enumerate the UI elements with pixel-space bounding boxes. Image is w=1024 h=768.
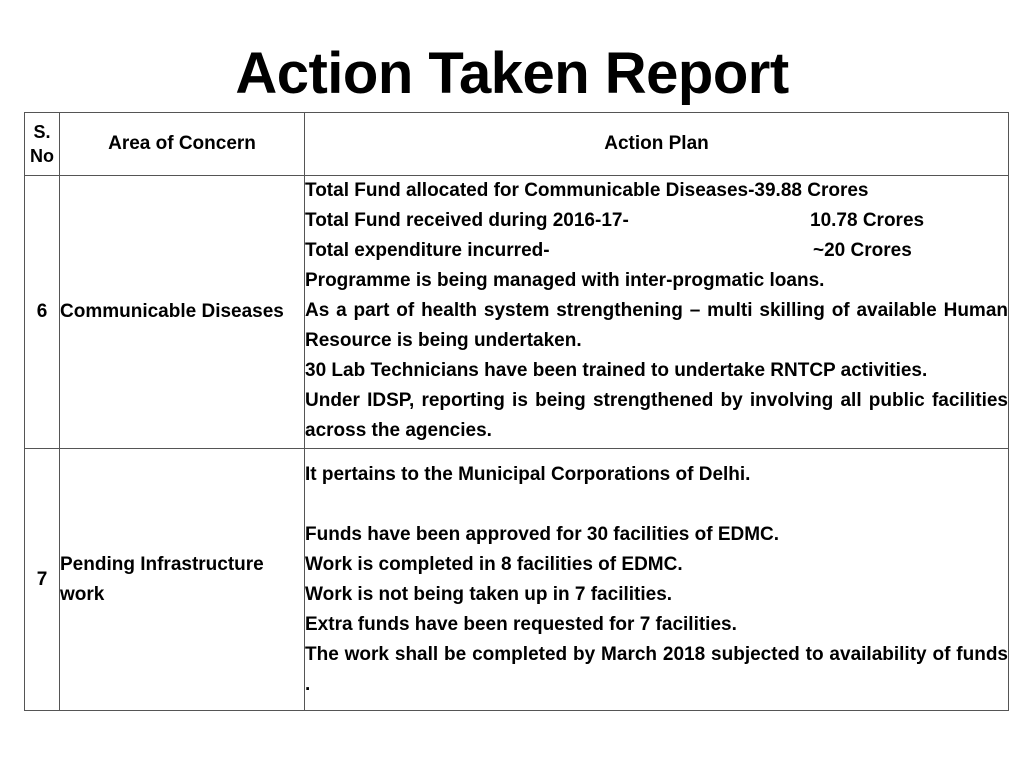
row-sno: 7	[25, 449, 60, 711]
fund-received-label: Total Fund received during 2016-17-	[305, 210, 629, 231]
plan-loans: Programme is being managed with inter-progmatic loans.	[305, 270, 825, 291]
fund-received-value: 10.78 Crores	[810, 210, 925, 231]
plan-extra-funds: Extra funds have been requested for 7 facilities.	[305, 613, 737, 635]
row-area-of-concern: Communicable Diseases	[60, 176, 305, 449]
plan-work-not-taken: Work is not being taken up in 7 facilities.	[305, 583, 673, 605]
row-sno: 6	[25, 176, 60, 449]
plan-expenditure	[305, 236, 1008, 266]
expenditure-label: Total expenditure incurred-	[305, 240, 550, 261]
table-row	[25, 449, 1009, 711]
plan-multi-skilling: As a part of health system strengthening – multi skilling of available Human Resource is being undertaken.	[305, 300, 1008, 351]
row-action-plan	[305, 176, 1009, 449]
plan-fund-received	[305, 206, 1008, 236]
action-taken-table	[24, 112, 1009, 711]
plan-completion: The work shall be completed by March 2018 subjected to availability of funds .	[305, 643, 1008, 695]
plan-municipal: It pertains to the Municipal Corporations of Delhi.	[305, 463, 751, 485]
blank-line	[305, 490, 1008, 520]
plan-lab-technicians: 30 Lab Technicians have been trained to undertake RNTCP activities.	[305, 360, 928, 381]
row-action-plan	[305, 449, 1009, 711]
table-row	[25, 176, 1009, 449]
plan-funds-approved: Funds have been approved for 30 facilities of EDMC.	[305, 523, 780, 545]
header-action-plan: Action Plan	[305, 113, 1009, 176]
header-sno: S. No	[25, 113, 60, 176]
expenditure-value: ~20 Crores	[813, 240, 912, 261]
table-header-row	[25, 113, 1009, 176]
page-title: Action Taken Report	[235, 41, 789, 106]
plan-work-completed: Work is completed in 8 facilities of EDMC.	[305, 553, 683, 575]
header-area-of-concern: Area of Concern	[60, 113, 305, 176]
plan-fund-allocated: Total Fund allocated for Communicable Diseases-39.88 Crores	[305, 180, 869, 201]
plan-idsp: Under IDSP, reporting is being strengthened by involving all public facilities across the agencies.	[305, 390, 1008, 441]
row-area-of-concern: Pending Infrastructure work	[60, 449, 305, 711]
